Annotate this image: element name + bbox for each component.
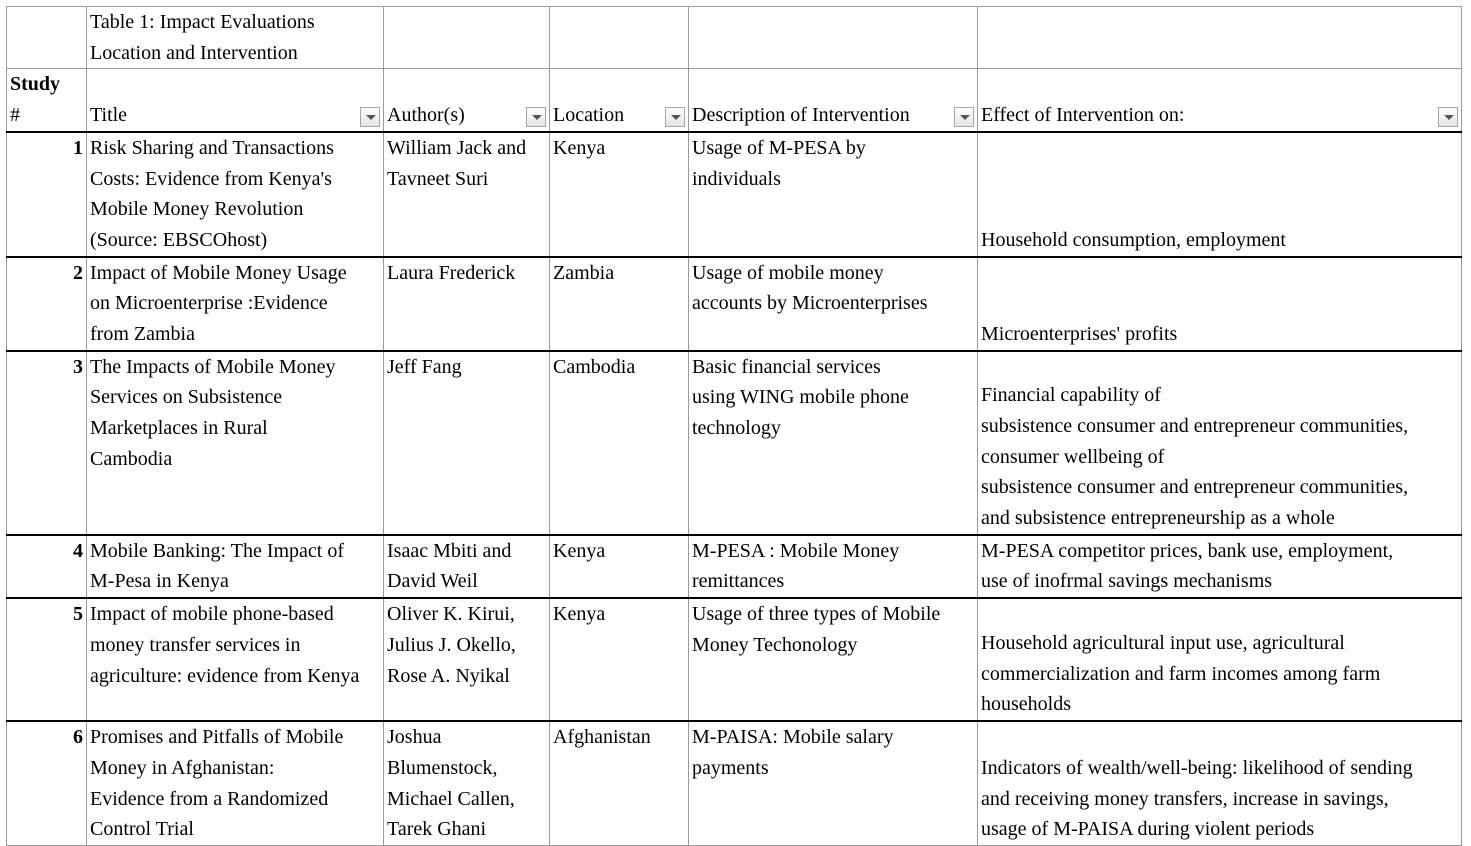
table-row (7, 257, 1462, 351)
study-number[interactable]: 4 (7, 535, 87, 598)
text-line: subsistence consumer and entrepreneur communities, (981, 476, 1409, 499)
text-line: Money Techonology (692, 633, 858, 656)
text-line: agriculture: evidence from Kenya (90, 664, 360, 687)
table-caption[interactable] (87, 7, 384, 69)
text-line: Tavneet Suri (387, 167, 489, 190)
text-line: Cambodia (90, 447, 173, 470)
text-line: Risk Sharing and Transactions (90, 136, 334, 159)
study-effect[interactable] (978, 351, 1462, 535)
study-authors[interactable] (384, 257, 550, 351)
study-authors[interactable] (384, 598, 550, 721)
text-line: Services on Subsistence (90, 386, 283, 409)
study-authors[interactable] (384, 132, 550, 257)
study-title[interactable] (87, 351, 384, 535)
study-description[interactable] (689, 598, 978, 721)
text-line: Microenterprises' profits (981, 323, 1178, 346)
text-line: (Source: EBSCOhost) (90, 228, 268, 251)
text-line: Costs: Evidence from Kenya's (90, 167, 332, 190)
study-number[interactable]: 6 (7, 721, 87, 845)
text-line: money transfer services in (90, 633, 301, 656)
study-effect[interactable] (978, 535, 1462, 598)
text-line: on Microenterprise :Evidence (90, 292, 328, 315)
text-line: Laura Frederick (387, 261, 516, 284)
text-line: M-PESA : Mobile Money (692, 539, 900, 562)
study-title[interactable] (87, 132, 384, 257)
study-number[interactable]: 3 (7, 351, 87, 535)
text-line: Tarek Ghani (387, 818, 487, 841)
study-authors[interactable] (384, 351, 550, 535)
text-line: Jeff Fang (387, 355, 462, 378)
text-line: households (981, 693, 1071, 716)
study-effect[interactable] (978, 257, 1462, 351)
filter-dropdown-icon[interactable] (526, 107, 546, 127)
study-location[interactable]: Zambia (550, 257, 689, 351)
text-line: Indicators of wealth/well-being: likelihood of sending (981, 756, 1413, 779)
study-title[interactable] (87, 721, 384, 845)
study-number[interactable]: 1 (7, 132, 87, 257)
text-line: accounts by Microenterprises (692, 292, 928, 315)
text-line: Promises and Pitfalls of Mobile (90, 726, 344, 749)
text-line: Rose A. Nyikal (387, 664, 510, 687)
text-line: Usage of M-PESA by (692, 136, 866, 159)
text-line: The Impacts of Mobile Money (90, 355, 336, 378)
text-line: Joshua (387, 726, 442, 749)
table-row (7, 721, 1462, 845)
header-effect-label: Effect of Intervention on: (981, 104, 1185, 127)
text-line: payments (692, 756, 769, 779)
study-effect[interactable] (978, 598, 1462, 721)
filter-dropdown-icon[interactable] (1438, 107, 1458, 127)
header-description[interactable] (689, 69, 978, 132)
header-description-label: Description of Intervention (692, 104, 910, 127)
filter-dropdown-icon[interactable] (665, 107, 685, 127)
caption-line: Location and Intervention (90, 41, 298, 64)
text-line: Evidence from a Randomized (90, 787, 329, 810)
study-effect[interactable] (978, 721, 1462, 845)
table-row (7, 598, 1462, 721)
text-line: technology (692, 417, 781, 440)
header-study-sub: # (10, 104, 20, 127)
text-line: Usage of three types of Mobile (692, 603, 941, 626)
caption-line: Table 1: Impact Evaluations (90, 11, 315, 33)
study-description[interactable] (689, 535, 978, 598)
text-line: Michael Callen, (387, 787, 515, 810)
text-line: M-PAISA: Mobile salary (692, 726, 894, 749)
text-line: Household agricultural input use, agricultural (981, 632, 1345, 655)
text-line: from Zambia (90, 323, 195, 346)
empty-cell[interactable] (384, 7, 550, 69)
text-line: usage of M-PAISA during violent periods (981, 818, 1315, 841)
impact-evaluations-table (6, 6, 1462, 846)
table-row (7, 535, 1462, 598)
study-description[interactable] (689, 132, 978, 257)
text-line: use of inofrmal savings mechanisms (981, 570, 1273, 593)
text-line: Isaac Mbiti and (387, 539, 512, 562)
text-line: Impact of mobile phone-based (90, 603, 334, 626)
text-line: consumer wellbeing of (981, 445, 1165, 468)
header-study-label: Study (10, 73, 61, 96)
study-description[interactable] (689, 257, 978, 351)
text-line: Basic financial services (692, 355, 881, 378)
header-location[interactable] (550, 69, 689, 132)
study-location[interactable]: Kenya (550, 132, 689, 257)
text-line: M-Pesa in Kenya (90, 570, 229, 593)
filter-dropdown-icon[interactable] (954, 107, 974, 127)
study-description[interactable] (689, 721, 978, 845)
empty-cell[interactable] (7, 7, 87, 69)
text-line: Blumenstock, (387, 756, 498, 779)
study-location[interactable]: Cambodia (550, 351, 689, 535)
header-row (7, 69, 1462, 132)
text-line: William Jack and (387, 136, 527, 159)
study-description[interactable] (689, 351, 978, 535)
empty-cell[interactable] (689, 7, 978, 69)
text-line: individuals (692, 167, 781, 190)
table-row (7, 132, 1462, 257)
filter-dropdown-icon[interactable] (360, 107, 380, 127)
header-authors-label: Author(s) (387, 104, 465, 127)
text-line: remittances (692, 570, 785, 593)
text-line: Household consumption, employment (981, 228, 1286, 251)
text-line: Mobile Money Revolution (90, 198, 304, 221)
table-row (7, 351, 1462, 535)
study-location[interactable]: Kenya (550, 535, 689, 598)
study-location[interactable]: Kenya (550, 598, 689, 721)
study-authors[interactable] (384, 721, 550, 845)
study-number[interactable]: 2 (7, 257, 87, 351)
text-line: Financial capability of (981, 384, 1161, 407)
text-line: M-PESA competitor prices, bank use, employment, (981, 539, 1394, 562)
text-line: using WING mobile phone (692, 386, 909, 409)
header-title[interactable] (87, 69, 384, 132)
header-authors[interactable] (384, 69, 550, 132)
header-effect[interactable] (978, 69, 1462, 132)
text-line: Control Trial (90, 818, 194, 841)
text-line: Money in Afghanistan: (90, 756, 275, 779)
text-line: Oliver K. Kirui, (387, 603, 515, 626)
text-line: Marketplaces in Rural (90, 417, 268, 440)
study-effect[interactable] (978, 132, 1462, 257)
study-title[interactable] (87, 535, 384, 598)
text-line: and receiving money transfers, increase in savings, (981, 787, 1389, 810)
empty-cell[interactable] (550, 7, 689, 69)
study-title[interactable] (87, 257, 384, 351)
text-line: subsistence consumer and entrepreneur communities, (981, 414, 1409, 437)
empty-cell[interactable] (978, 7, 1462, 69)
header-title-label: Title (90, 104, 128, 127)
study-number[interactable]: 5 (7, 598, 87, 721)
study-title[interactable] (87, 598, 384, 721)
header-location-label: Location (553, 104, 625, 127)
text-line: Julius J. Okello, (387, 633, 516, 656)
header-study[interactable] (7, 69, 87, 132)
text-line: Usage of mobile money (692, 261, 884, 284)
text-line: David Weil (387, 570, 478, 593)
caption-row (7, 7, 1462, 69)
text-line: Impact of Mobile Money Usage (90, 261, 347, 284)
text-line: Mobile Banking: The Impact of (90, 539, 345, 562)
text-line: and subsistence entrepreneurship as a whole (981, 507, 1335, 530)
study-location[interactable]: Afghanistan (550, 721, 689, 845)
study-authors[interactable] (384, 535, 550, 598)
text-line: commercialization and farm incomes among farm (981, 662, 1381, 685)
